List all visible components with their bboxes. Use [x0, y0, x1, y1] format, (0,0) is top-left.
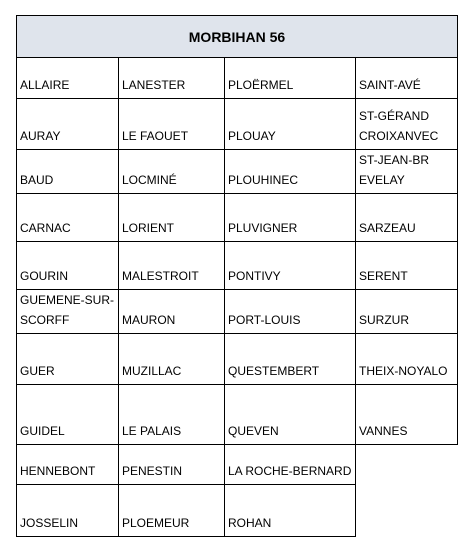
- table-row: [17, 242, 458, 290]
- commune-table-sheet: [16, 15, 458, 537]
- table-cell: PORT-LOUIS: [225, 290, 356, 334]
- table-row: [17, 485, 458, 537]
- table-cell: SAINT-AVÉ: [356, 58, 458, 99]
- table-cell: PONTIVY: [225, 242, 356, 290]
- table-cell: LANESTER: [119, 58, 225, 99]
- table-cell: PLOUHINEC: [225, 150, 356, 194]
- table-cell: PLUVIGNER: [225, 194, 356, 242]
- table-cell: LOCMINÉ: [119, 150, 225, 194]
- commune-table: [16, 15, 458, 537]
- table-cell: QUEVEN: [225, 385, 356, 445]
- table-cell: GUER: [17, 334, 119, 385]
- table-cell: CARNAC: [17, 194, 119, 242]
- table-cell: GOURIN: [17, 242, 119, 290]
- table-cell: MUZILLAC: [119, 334, 225, 385]
- table-cell: VANNES: [356, 385, 458, 445]
- table-row: [17, 150, 458, 194]
- table-cell: LE FAOUET: [119, 99, 225, 150]
- table-cell: HENNEBONT: [17, 445, 119, 485]
- table-cell: PENESTIN: [119, 445, 225, 485]
- table-cell: [17, 290, 119, 334]
- empty-cell: [356, 485, 458, 537]
- table-cell: MAURON: [119, 290, 225, 334]
- table-row: [17, 194, 458, 242]
- table-cell: SARZEAU: [356, 194, 458, 242]
- table-row: [17, 445, 458, 485]
- table-cell: LE PALAIS: [119, 385, 225, 445]
- cell-text: GUEMENE-SUR-SCORFF: [20, 293, 115, 327]
- table-cell: SERENT: [356, 242, 458, 290]
- table-cell: MALESTROIT: [119, 242, 225, 290]
- cell-text: ST-JEAN-BREVELAY: [359, 153, 430, 187]
- table-cell: SURZUR: [356, 290, 458, 334]
- table-cell: QUESTEMBERT: [225, 334, 356, 385]
- cell-text: ST-GÉRAND CROIXANVEC: [359, 109, 439, 143]
- table-row: [17, 334, 458, 385]
- table-cell: GUIDEL: [17, 385, 119, 445]
- table-cell: BAUD: [17, 150, 119, 194]
- table-cell: LORIENT: [119, 194, 225, 242]
- table-cell: AURAY: [17, 99, 119, 150]
- table-cell: PLOEMEUR: [119, 485, 225, 537]
- table-cell: LA ROCHE-BERNARD: [225, 445, 356, 485]
- table-cell: PLOUAY: [225, 99, 356, 150]
- table-row: [17, 290, 458, 334]
- table-title: MORBIHAN 56: [17, 16, 458, 58]
- table-cell: PLOËRMEL: [225, 58, 356, 99]
- table-cell: [356, 99, 458, 150]
- table-row: [17, 99, 458, 150]
- table-cell: THEIX-NOYALO: [356, 334, 458, 385]
- empty-cell: [356, 445, 458, 485]
- table-cell: ROHAN: [225, 485, 356, 537]
- table-row: [17, 385, 458, 445]
- table-cell: ALLAIRE: [17, 58, 119, 99]
- table-cell: JOSSELIN: [17, 485, 119, 537]
- table-row: [17, 58, 458, 99]
- table-cell: [356, 150, 458, 194]
